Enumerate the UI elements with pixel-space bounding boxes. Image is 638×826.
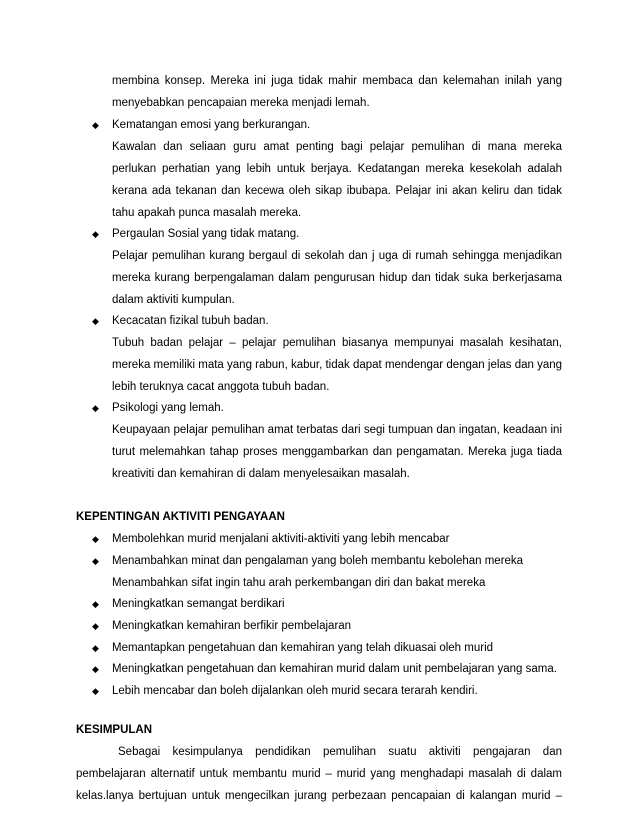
bullet-body-line: mereka kurang berpengalaman dalam pengurusan hidup dan tidak suka berkerjasama <box>112 272 562 284</box>
bullet-icon: ◆ <box>92 229 99 239</box>
list-item: Meningkatkan pengetahuan dan kemahiran murid dalam unit pembelajaran yang sama. <box>112 663 557 675</box>
bullet-icon: ◆ <box>92 120 99 130</box>
list-item: Menambahkan sifat ingin tahu arah perkembangan diri dan bakat mereka <box>112 577 486 589</box>
intro-line: membina konsep. Mereka ini juga tidak mahir membaca dan kelemahan inilah yang <box>112 75 562 87</box>
bullet-body-line: Pelajar pemulihan kurang bergaul di sekolah dan j uga di rumah sehingga menjadikan <box>112 250 562 262</box>
bullet-body-line: kerana ada tekanan dan kecewa oleh sikap ibubapa. Pelajar ini akan keliru dan tidak <box>112 185 562 197</box>
list-item: Lebih mencabar dan boleh dijalankan oleh murid secara terarah kendiri. <box>112 685 478 697</box>
conclusion-line: kelas.lanya bertujuan untuk mengecilkan jurang perbezaan pencapaian di kalangan murid – <box>76 790 562 802</box>
list-item: Memantapkan pengetahuan dan kemahiran yang telah dikuasai oleh murid <box>112 642 494 654</box>
bullet-icon: ◆ <box>92 599 99 609</box>
bullet-icon: ◆ <box>92 403 99 413</box>
list-item: Meningkatkan kemahiran berfikir pembelajaran <box>112 620 352 632</box>
bullet-body-line: turut melemahkan tahap proses menggambarkan dan pengamatan. Mereka juga tiada <box>112 446 562 458</box>
bullet-icon: ◆ <box>92 643 99 653</box>
bullet-body-line: mereka memiliki mata yang rabun, kabur, tidak dapat mendengar dengan jelas dan yang <box>112 359 563 371</box>
intro-line: menyebabkan pencapaian mereka menjadi lemah. <box>112 97 370 109</box>
conclusion-line: pembelajaran alternatif untuk membantu murid – murid yang menghadapi masalah di dalam <box>76 768 562 780</box>
list-item: Membolehkan murid menjalani aktiviti-aktiviti yang lebih mencabar <box>112 533 450 545</box>
bullet-title: Psikologi yang lemah. <box>112 402 224 414</box>
bullet-icon: ◆ <box>92 316 99 326</box>
bullet-body-line: Kawalan dan seliaan guru amat penting bagi pelajar pemulihan di mana mereka <box>112 141 562 153</box>
list-item: Menambahkan minat dan pengalaman yang boleh membantu kebolehan mereka <box>112 555 524 567</box>
section-heading: KESIMPULAN <box>76 724 153 736</box>
bullet-title: Kecacatan fizikal tubuh badan. <box>112 315 269 327</box>
bullet-icon: ◆ <box>92 534 99 544</box>
bullet-icon: ◆ <box>92 556 99 566</box>
bullet-body-line: lebih teruknya cacat anggota tubuh badan. <box>112 381 330 393</box>
section-heading: KEPENTINGAN AKTIVITI PENGAYAAN <box>76 511 285 523</box>
bullet-icon: ◆ <box>92 664 99 674</box>
bullet-icon: ◆ <box>92 621 99 631</box>
bullet-icon: ◆ <box>92 686 99 696</box>
bullet-body-line: kreativiti dan kemahiran di dalam menyelesaikan masalah. <box>112 468 410 480</box>
list-item: Meningkatkan semangat berdikari <box>112 598 285 610</box>
bullet-title: Kematangan emosi yang berkurangan. <box>112 119 311 131</box>
bullet-body-line: Keupayaan pelajar pemulihan amat terbatas dari segi tumpuan dan ingatan, keadaan ini <box>112 424 562 436</box>
bullet-title: Pergaulan Sosial yang tidak matang. <box>112 228 300 240</box>
bullet-body-line: perlukan perhatian yang lebih untuk berjaya. Kedatangan mereka kesekolah adalah <box>112 163 562 175</box>
bullet-body-line: tahu apakah punca masalah mereka. <box>112 207 302 219</box>
bullet-body-line: dalam aktiviti kumpulan. <box>112 294 235 306</box>
conclusion-line: Sebagai kesimpulanya pendidikan pemulihan suatu aktiviti pengajaran dan <box>118 746 562 758</box>
bullet-body-line: Tubuh badan pelajar – pelajar pemulihan biasanya mempunyai masalah kesihatan, <box>112 337 562 349</box>
